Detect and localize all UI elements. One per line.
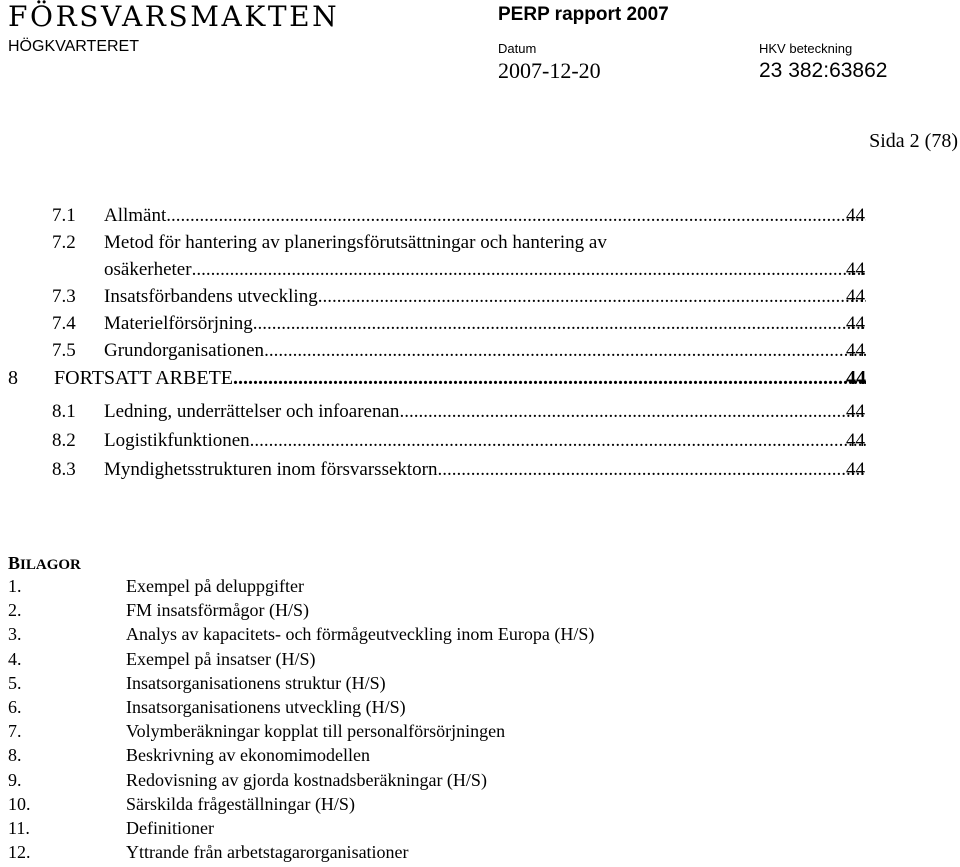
appendix-number: 11. [8, 817, 30, 838]
appendix-number: 8. [8, 745, 22, 766]
toc-entry[interactable] [0, 459, 960, 488]
appendix-number: 5. [8, 672, 22, 693]
toc-entry-page: 44 [846, 205, 865, 226]
table-of-contents [0, 205, 960, 488]
toc-entry[interactable] [0, 232, 960, 259]
appendix-number: 2. [8, 600, 22, 621]
toc-entry-title-continued: osäkerheter [104, 259, 192, 280]
toc-entry-title: Myndighetsstrukturen inom försvarssektorn [104, 459, 438, 480]
toc-entry-page: 44 [846, 313, 865, 334]
toc-entry-title: Allmänt [104, 205, 167, 226]
toc-entry-number: 7.3 [52, 286, 76, 307]
appendix-number: 4. [8, 648, 22, 669]
appendix-title: Redovisning av gjorda kostnadsberäkningar (H/S) [126, 769, 487, 790]
appendix-title: Volymberäkningar kopplat till personalförsörjningen [126, 721, 506, 742]
toc-entry-continuation[interactable] [0, 259, 960, 286]
toc-entry-title: Metod för hantering av planeringsförutsättningar och hantering av [104, 232, 607, 253]
toc-leader-dots [166, 205, 866, 227]
toc-chapter[interactable] [0, 367, 960, 401]
hkv-value: 23 382:63862 [759, 59, 888, 82]
document-header [0, 0, 960, 100]
appendix-title: Analys av kapacitets- och förmågeutveckling inom Europa (H/S) [126, 624, 595, 645]
toc-leader-dots [253, 313, 866, 335]
appendix-number: 9. [8, 769, 22, 790]
toc-chapter-page: 44 [846, 367, 866, 389]
appendix-number: 6. [8, 696, 22, 717]
toc-entry-page: 44 [846, 286, 865, 307]
toc-leader-dots [318, 286, 866, 308]
appendix-number: 1. [8, 576, 22, 596]
date-value: 2007-12-20 [498, 58, 601, 83]
toc-entry[interactable] [0, 340, 960, 367]
page-indicator: Sida 2 (78) [869, 130, 958, 152]
appendix-title: Insatsorganisationens struktur (H/S) [126, 672, 386, 693]
toc-chapter-title: FORTSATT ARBETE [54, 367, 234, 389]
toc-entry-title: Insatsförbandens utveckling [104, 286, 318, 307]
appendix-heading: BILAGOR [8, 553, 81, 573]
toc-entry[interactable] [0, 401, 960, 430]
toc-entry-number: 7.4 [52, 313, 76, 334]
toc-entry-title: Materielförsörjning [104, 313, 253, 334]
toc-entry[interactable] [0, 430, 960, 459]
appendix-title: Definitioner [126, 817, 214, 838]
toc-entry-page: 44 [846, 401, 865, 422]
toc-entry[interactable] [0, 313, 960, 340]
toc-entry-page: 44 [846, 340, 865, 361]
appendix-number: 3. [8, 624, 22, 645]
appendix-number: 7. [8, 721, 22, 742]
toc-leader-dots [438, 459, 866, 481]
appendix-title: FM insatsförmågor (H/S) [126, 600, 309, 621]
toc-leader-dots [399, 401, 866, 423]
appendix-title: Exempel på deluppgifter [126, 576, 304, 596]
unit-name: HÖGKVARTERET [8, 38, 139, 55]
toc-entry-title: Ledning, underrättelser och infoarenan [104, 401, 400, 422]
toc-entry-title: Grundorganisationen [104, 340, 265, 361]
hkv-label: HKV beteckning [759, 41, 853, 56]
report-title: PERP rapport 2007 [498, 4, 669, 25]
appendix-number: 12. [8, 842, 31, 863]
appendix-title: Insatsorganisationens utveckling (H/S) [126, 696, 406, 717]
toc-entry-number: 8.2 [52, 430, 76, 451]
toc-entry[interactable] [0, 286, 960, 313]
toc-entry-number: 7.5 [52, 340, 76, 361]
date-label: Datum [498, 41, 537, 56]
toc-leader-dots [250, 430, 866, 452]
toc-entry-title: Logistikfunktionen [104, 430, 250, 451]
toc-leader-dots [264, 340, 866, 362]
organization-name: FÖRSVARSMAKTEN [8, 0, 340, 33]
appendix-title: Särskilda frågeställningar (H/S) [126, 793, 355, 814]
appendix-title: Yttrande från arbetstagarorganisationer [126, 842, 409, 863]
toc-entry-number: 8.3 [52, 459, 76, 480]
toc-entry-number: 8.1 [52, 401, 76, 422]
toc-entry-page: 44 [846, 430, 865, 451]
toc-entry-page: 44 [846, 459, 865, 480]
toc-entry-number: 7.1 [52, 205, 76, 226]
toc-chapter-number: 8 [8, 367, 18, 389]
toc-entry-number: 7.2 [52, 232, 76, 253]
toc-entry[interactable] [0, 205, 960, 232]
appendix-title: Beskrivning av ekonomimodellen [126, 745, 370, 766]
toc-leader-dots [192, 259, 866, 281]
appendix-title: Exempel på insatser (H/S) [126, 648, 316, 669]
toc-entry-page: 44 [846, 259, 865, 280]
appendix-number: 10. [8, 793, 31, 814]
toc-leader-dots [233, 367, 866, 390]
